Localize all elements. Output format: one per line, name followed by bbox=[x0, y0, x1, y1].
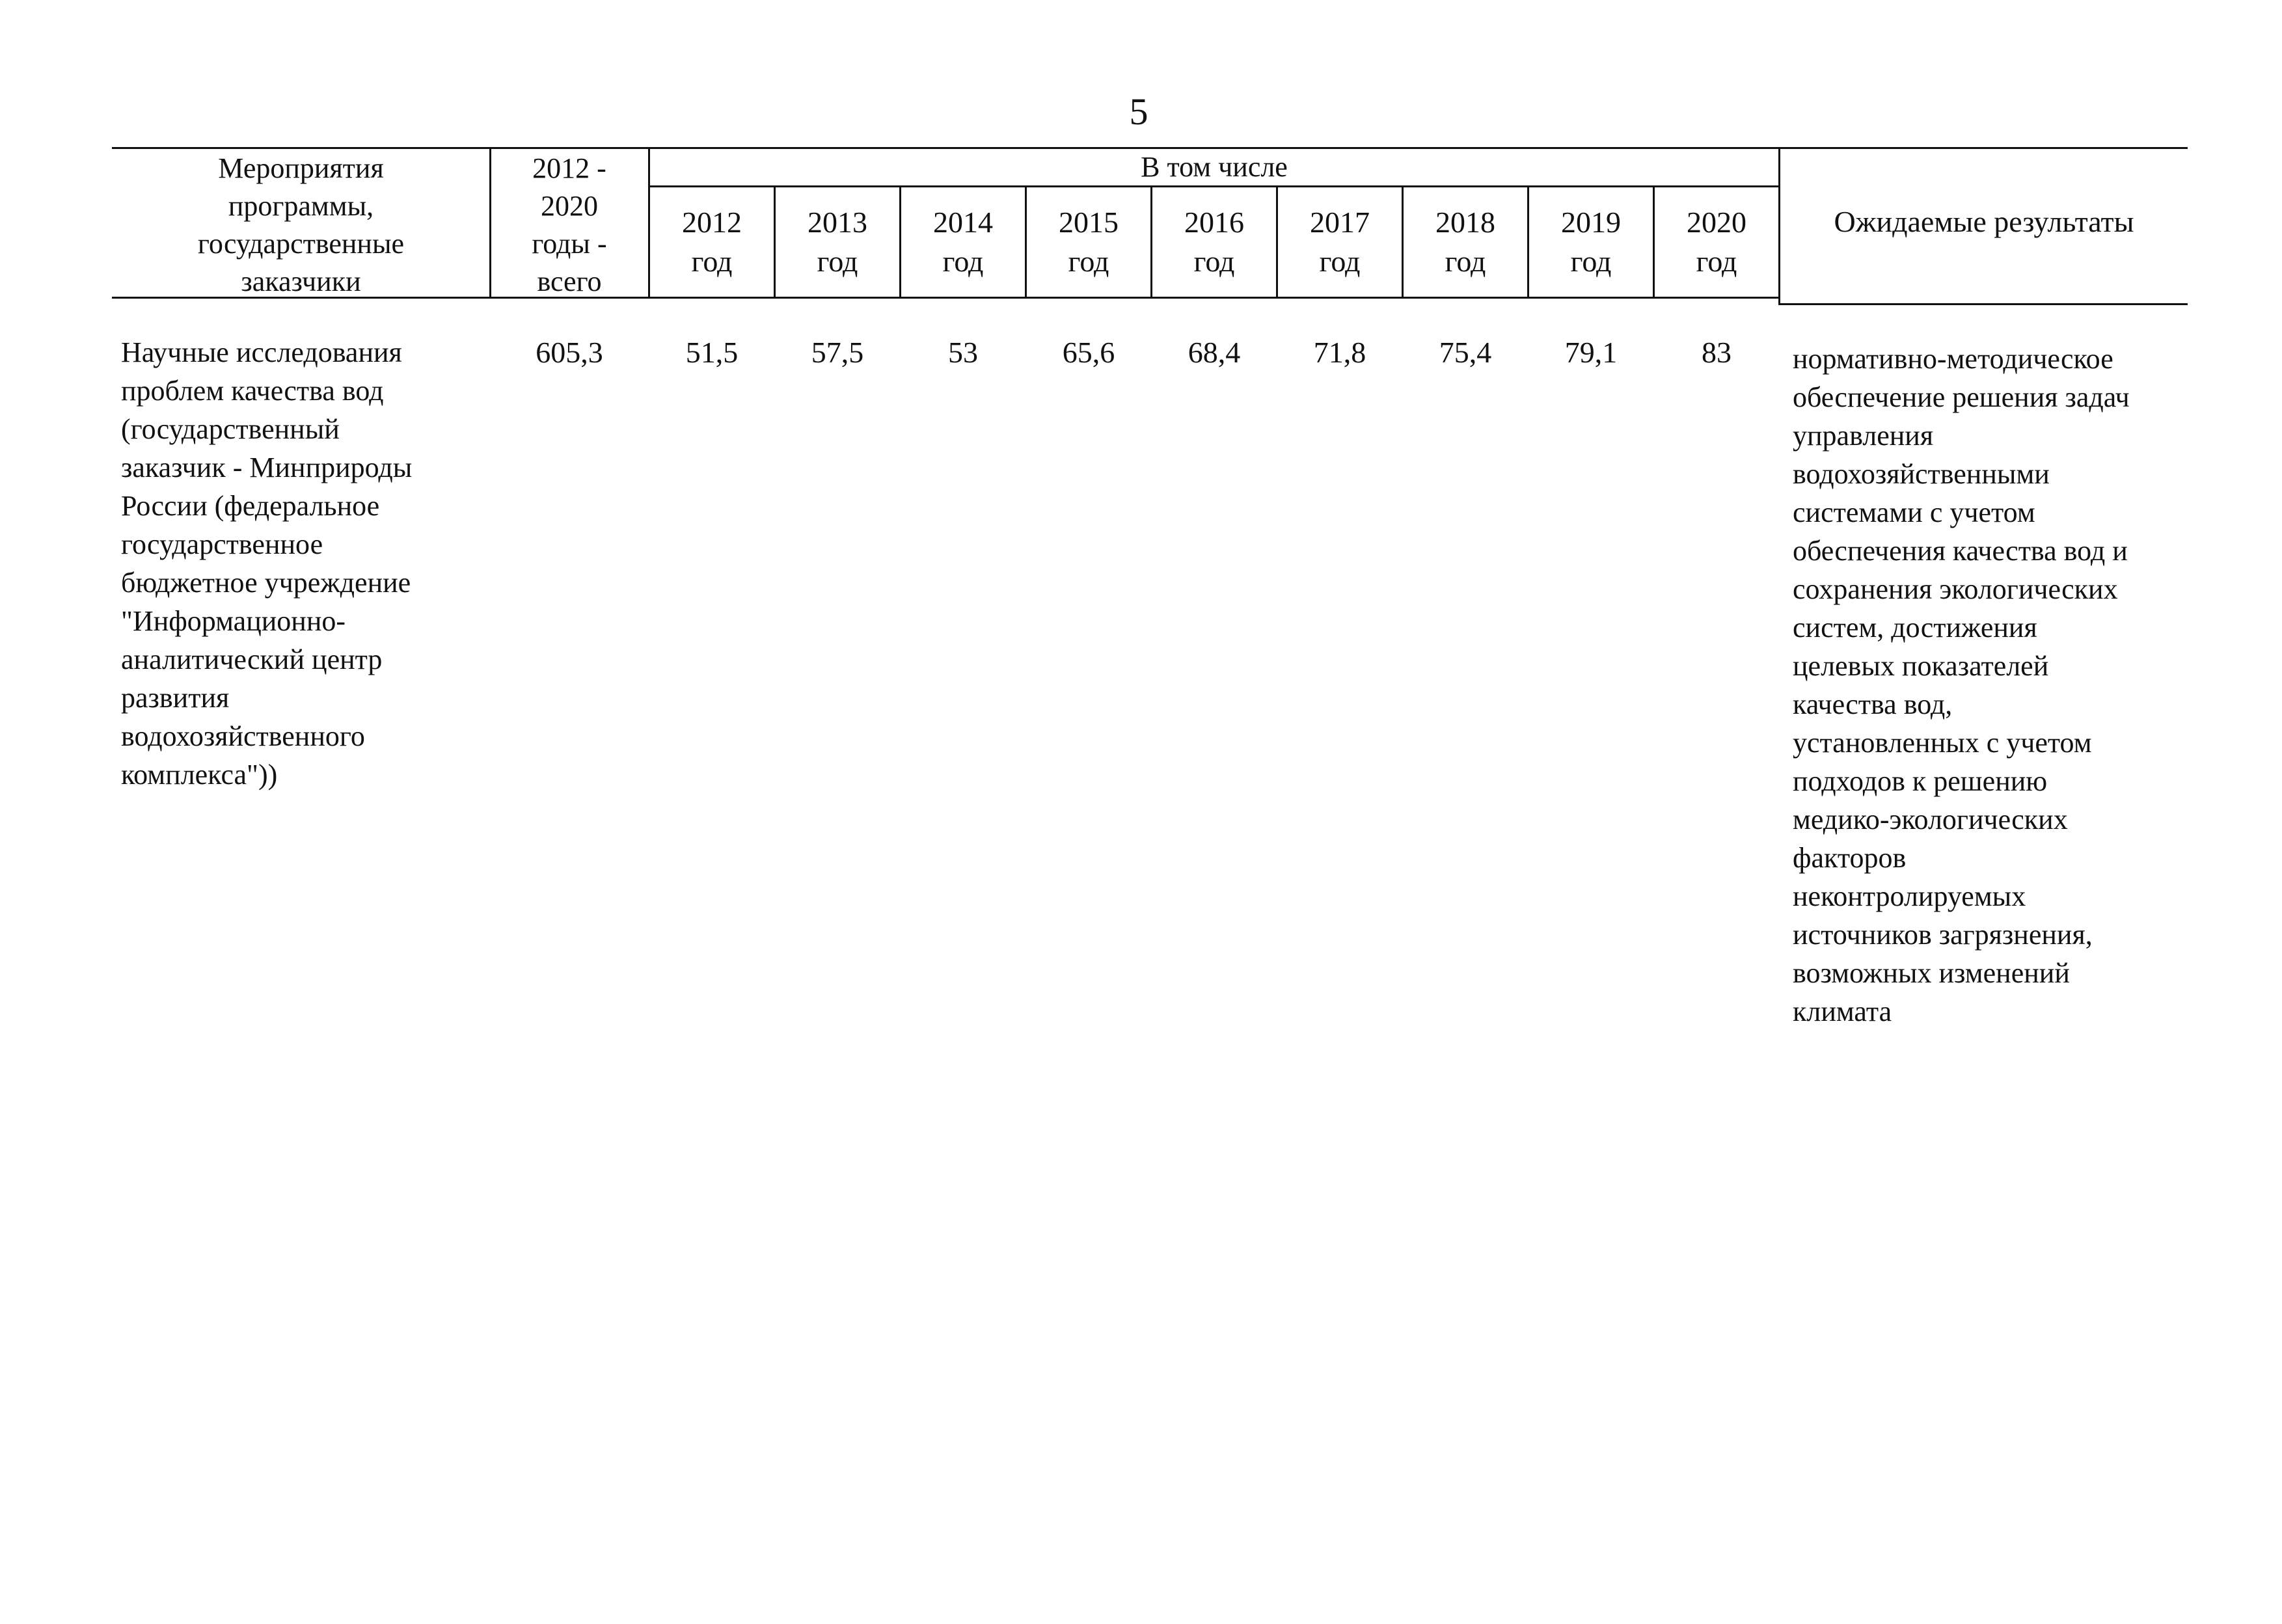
header-total bbox=[492, 150, 647, 301]
row-activity-line: государственное bbox=[121, 528, 323, 560]
header-activity-line: заказчики bbox=[241, 265, 361, 297]
row-results-line: установленных с учетом bbox=[1793, 727, 2092, 759]
row-results-line: обеспечение решения задач bbox=[1793, 381, 2130, 413]
row-activity-line: водохозяйственного bbox=[121, 720, 365, 752]
header-activity-line: программы, bbox=[228, 190, 374, 222]
row-results-line: управления bbox=[1793, 420, 1934, 452]
header-total-line: годы - bbox=[532, 228, 607, 260]
header-year-unit: год bbox=[1319, 245, 1361, 278]
header-total-line: всего bbox=[537, 265, 602, 297]
row-activity-line: (государственный bbox=[121, 413, 340, 445]
row-results-line: возможных изменений bbox=[1793, 957, 2070, 989]
header-year-5 bbox=[1278, 203, 1402, 281]
row-results-line: водохозяйственными bbox=[1793, 458, 2050, 490]
header-year-number: 2019 bbox=[1561, 206, 1621, 239]
row-activity-line: комплекса")) bbox=[121, 759, 278, 791]
header-year-0 bbox=[650, 203, 774, 281]
row-results-line: климата bbox=[1793, 995, 1892, 1027]
row-activity-line: Научные исследования bbox=[121, 336, 402, 368]
header-year-number: 2017 bbox=[1310, 206, 1370, 239]
row-activity-line: заказчик - Минприроды bbox=[121, 452, 413, 483]
header-year-4 bbox=[1152, 203, 1276, 281]
header-year-unit: год bbox=[1068, 245, 1109, 278]
row-activity-line: России (федеральное bbox=[121, 490, 380, 522]
row-year-value-0: 51,5 bbox=[685, 336, 739, 369]
header-year-unit: год bbox=[1445, 245, 1486, 278]
header-year-unit: год bbox=[1570, 245, 1612, 278]
header-year-8 bbox=[1655, 203, 1778, 281]
row-activity-line: бюджетное учреждение bbox=[121, 567, 411, 599]
row-year-value-8: 83 bbox=[1702, 336, 1732, 369]
row-year-value-5: 71,8 bbox=[1313, 336, 1366, 369]
row-activity bbox=[121, 333, 412, 794]
header-year-2 bbox=[901, 203, 1025, 281]
row-results-line: подходов к решению bbox=[1793, 765, 2048, 797]
header-year-number: 2016 bbox=[1184, 206, 1244, 239]
row-results-line: качества вод, bbox=[1793, 688, 1953, 720]
header-year-number: 2020 bbox=[1687, 206, 1746, 239]
col-divider-activity bbox=[489, 147, 491, 299]
row-results-line: факторов bbox=[1793, 842, 1907, 874]
header-activity-line: Мероприятия bbox=[218, 152, 384, 184]
header-year-number: 2013 bbox=[808, 206, 867, 239]
row-year-value-7: 79,1 bbox=[1564, 336, 1618, 369]
row-results-line: медико-экологических bbox=[1793, 804, 2068, 835]
row-activity-line: проблем качества вод bbox=[121, 375, 384, 407]
row-results-line: системами с учетом bbox=[1793, 496, 2035, 528]
row-results-line: сохранения экологических bbox=[1793, 573, 2118, 605]
row-results bbox=[1793, 340, 2130, 1031]
row-results-line: целевых показателей bbox=[1793, 650, 2049, 682]
header-year-unit: год bbox=[691, 245, 733, 278]
header-including: В том числе bbox=[1141, 151, 1288, 183]
row-total-value: 605,3 bbox=[536, 336, 603, 369]
row-results-line: неконтролируемых bbox=[1793, 880, 2026, 912]
row-year-value-3: 65,6 bbox=[1062, 336, 1115, 369]
header-year-number: 2012 bbox=[682, 206, 742, 239]
row-activity-line: развития bbox=[121, 682, 230, 714]
header-total-line: 2020 bbox=[541, 190, 598, 222]
page-number: 5 bbox=[1129, 90, 1148, 133]
row-year-value-4: 68,4 bbox=[1188, 336, 1241, 369]
header-year-1 bbox=[776, 203, 899, 281]
header-year-unit: год bbox=[942, 245, 984, 278]
row-year-value-1: 57,5 bbox=[811, 336, 864, 369]
header-year-unit: год bbox=[1696, 245, 1737, 278]
row-activity-line: "Информационно- bbox=[121, 605, 346, 637]
header-activity-line: государственные bbox=[197, 228, 405, 260]
header-year-7 bbox=[1529, 203, 1653, 281]
header-year-number: 2018 bbox=[1435, 206, 1495, 239]
results-header-bottom-rule bbox=[1778, 303, 2188, 305]
header-year-unit: год bbox=[817, 245, 858, 278]
row-activity-line: аналитический центр bbox=[121, 643, 383, 675]
header-results: Ожидаемые результаты bbox=[1834, 205, 2134, 238]
row-results-line: систем, достижения bbox=[1793, 612, 2037, 643]
row-year-value-2: 53 bbox=[948, 336, 978, 369]
header-year-number: 2015 bbox=[1059, 206, 1119, 239]
header-year-3 bbox=[1027, 203, 1150, 281]
header-year-unit: год bbox=[1193, 245, 1235, 278]
row-results-line: обеспечения качества вод и bbox=[1793, 535, 2128, 567]
header-year-number: 2014 bbox=[933, 206, 993, 239]
header-total-line: 2012 - bbox=[532, 152, 606, 184]
header-year-6 bbox=[1404, 203, 1527, 281]
row-year-value-6: 75,4 bbox=[1439, 336, 1492, 369]
row-results-line: нормативно-методическое bbox=[1793, 343, 2113, 375]
header-activity bbox=[114, 150, 488, 301]
row-results-line: источников загрязнения, bbox=[1793, 919, 2093, 951]
